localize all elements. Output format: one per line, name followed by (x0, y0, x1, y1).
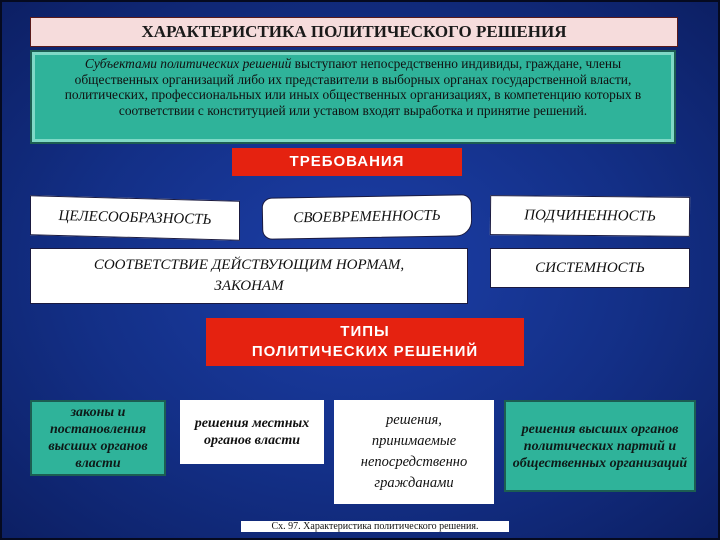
requirement-systemic: СИСТЕМНОСТЬ (490, 248, 690, 288)
type-local-decisions: решения местных органов власти (180, 400, 324, 464)
type-citizen-decisions: решения, принимаемые непосредственно гражданами (334, 400, 494, 504)
requirement-compliance: СООТВЕТСТВИЕ ДЕЙСТВУЮЩИМ НОРМАМ, ЗАКОНАМ (30, 248, 468, 304)
types-header-line1: ТИПЫ (340, 323, 390, 340)
requirement-timeliness: СВОЕВРЕМЕННОСТЬ (262, 194, 473, 240)
types-header-line2: ПОЛИТИЧЕСКИХ РЕШЕНИЙ (251, 343, 479, 360)
requirement-expediency: ЦЕЛЕСООБРАЗНОСТЬ (30, 195, 240, 240)
slide-title: ХАРАКТЕРИСТИКА ПОЛИТИЧЕСКОГО РЕШЕНИЯ (30, 17, 678, 47)
definition-lead: Субъектами политических решений (84, 56, 292, 71)
definition-text: выступают непосредственно индивиды, граждане, члены общественных организаций либо их представители в выборных органах государственной власти, политических, профессиональных или иных общественных организациях, в компетенцию которых в соответствии с конституцией или уставом входят выработка и принятие решений. (64, 56, 642, 118)
requirement-subordination: ПОДЧИНЕННОСТЬ (490, 195, 690, 237)
figure-caption: Сх. 97. Характеристика политического решения. (241, 521, 509, 532)
types-header (206, 318, 524, 366)
definition-box (30, 50, 676, 144)
type-party-decisions: решения высших органов политических партий и общественных организаций (504, 400, 696, 492)
type-laws: законы и постановления высших органов власти (30, 400, 166, 476)
requirements-header: ТРЕБОВАНИЯ (232, 148, 462, 176)
